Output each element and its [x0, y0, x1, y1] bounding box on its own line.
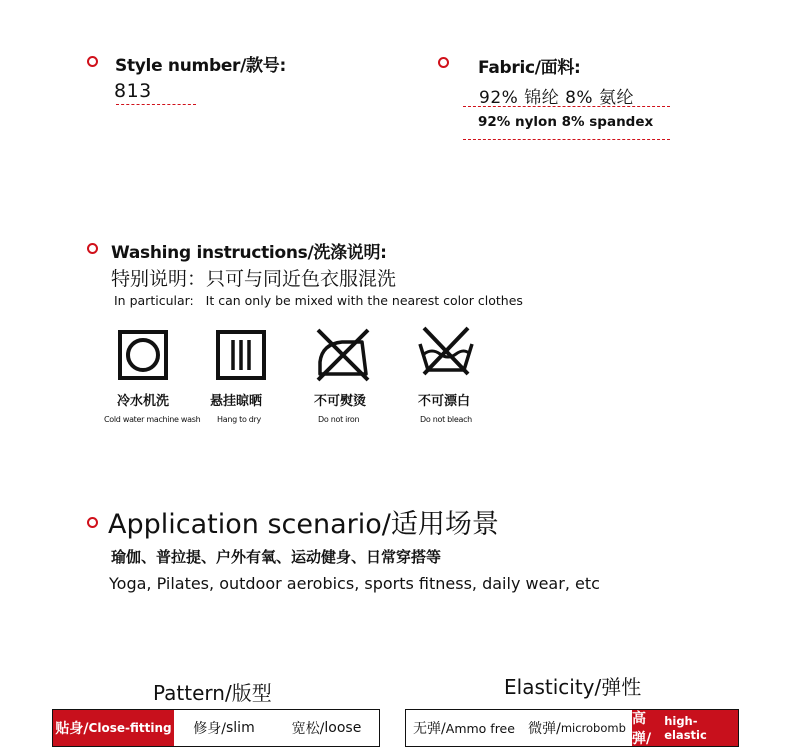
application-title: Application scenario/适用场景 [108, 509, 499, 540]
application-cn: 瑜伽、普拉提、户外有氧、运动健身、日常穿搭等 [111, 548, 442, 566]
fabric-divider-2 [463, 139, 670, 140]
pattern-option-loose: 宽松/ loose [291, 720, 362, 737]
fabric-value-en: 92% nylon 8% spandex [478, 114, 654, 130]
washing-special-en: In particular: It can only be mixed with the nearest color clothes [114, 293, 523, 308]
pattern-option-slim: 修身/ slim [193, 720, 255, 737]
fabric-label: Fabric/面料: [478, 58, 581, 78]
fabric-bullet-icon [438, 57, 449, 68]
no-bleach-icon [418, 324, 472, 378]
washing-bullet-icon [87, 243, 98, 254]
style-bullet-icon [87, 56, 98, 67]
style-number-value: 813 [114, 80, 152, 102]
elasticity-option-high-elastic: 高弹/ high-elastic [632, 710, 738, 746]
wash-caption-en-1: Cold water machine wash [104, 415, 201, 424]
wash-caption-cn-3: 不可熨烫 [314, 394, 367, 409]
washing-label: Washing instructions/洗涤说明: [111, 243, 387, 263]
elasticity-title: Elasticity/弹性 [504, 675, 642, 699]
fabric-divider-1 [463, 106, 670, 107]
cold-water-wash-icon [116, 328, 170, 382]
wash-caption-en-3: Do not iron [318, 415, 360, 424]
fabric-value-cn: 92% 锦纶 8% 氨纶 [479, 88, 634, 108]
no-iron-icon [314, 326, 368, 380]
hang-dry-icon [214, 328, 268, 382]
elasticity-option-microbomb: 微弹/ microbomb [528, 721, 626, 737]
washing-special-cn: 特别说明：只可与同近色衣服混洗 [111, 268, 397, 290]
style-number-label: Style number/款号: [115, 56, 286, 76]
wash-caption-cn-2: 悬挂晾晒 [210, 394, 263, 409]
elasticity-option-ammo-free: 无弹/ Ammo free [413, 720, 515, 737]
pattern-option-close-fitting: 贴身/ Close-fitting [53, 710, 174, 746]
wash-caption-en-4: Do not bleach [420, 415, 472, 424]
elasticity-table [405, 709, 739, 747]
pattern-table [52, 709, 380, 747]
wash-caption-cn-1: 冷水机洗 [117, 394, 170, 409]
application-en: Yoga, Pilates, outdoor aerobics, sports fitness, daily wear, etc [109, 574, 600, 593]
application-bullet-icon [87, 517, 98, 528]
wash-caption-en-2: Hang to dry [217, 415, 261, 424]
wash-caption-cn-4: 不可漂白 [418, 394, 471, 409]
pattern-title: Pattern/版型 [153, 681, 272, 705]
style-number-underline [116, 104, 196, 105]
